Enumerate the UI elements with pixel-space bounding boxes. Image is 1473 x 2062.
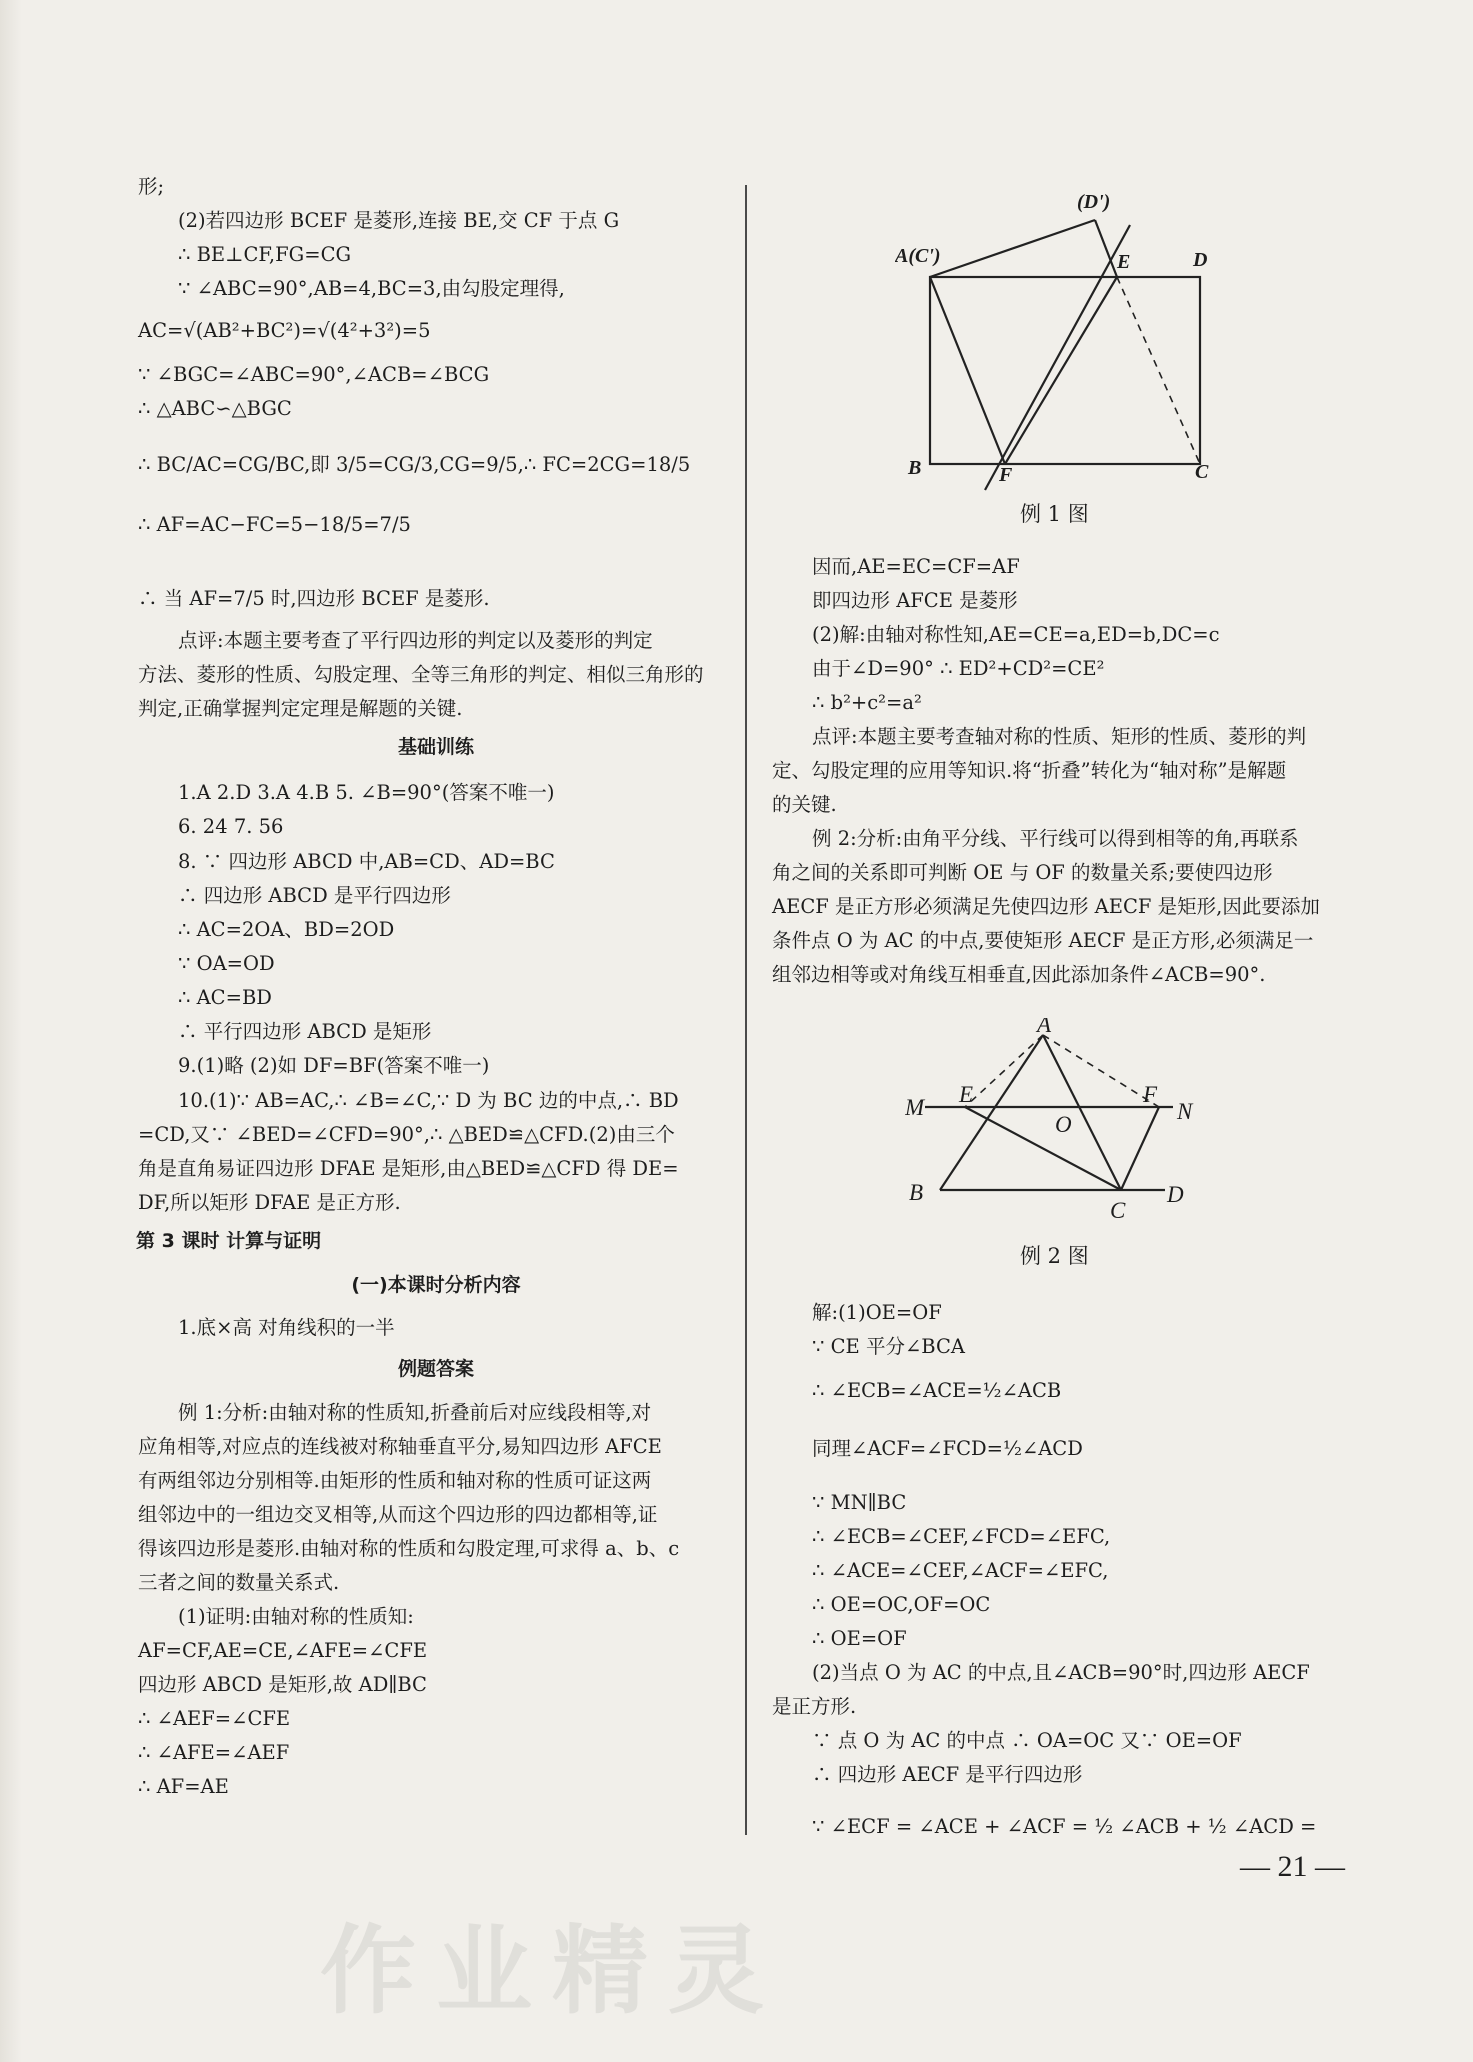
text-line: 得该四边形是菱形.由轴对称的性质和勾股定理,可求得 a、b、c [138,1537,680,1560]
text-line: 例 1:分析:由轴对称的性质知,折叠前后对应线段相等,对 [178,1401,652,1424]
answer-line: ∴ AC=2OA、BD=2OD [178,918,395,941]
text-line: 组邻边相等或对角线互相垂直,因此添加条件∠ACB=90°. [772,963,1266,986]
text-line: ∴ ∠AFE=∠AEF [138,1741,290,1764]
answer-line: 角是直角易证四边形 DFAE 是矩形,由△BED≌△CFD 得 DE= [138,1157,679,1180]
section-heading: (一)本课时分析内容 [351,1274,521,1296]
text-line: ∴ ∠AEF=∠CFE [138,1707,291,1730]
label-d: D [1167,1182,1184,1207]
figure-1-caption: 例 1 图 [1020,502,1089,526]
label-b: B [908,457,922,479]
formula-line: ∴ BC/AC=CG/BC,即 3/5=CG/3,CG=9/5,∴ FC=2CG=18/5 [138,453,691,476]
lesson-heading: 第 3 课时 计算与证明 [136,1230,322,1252]
column-divider [745,185,747,1835]
text-line: 有两组邻边分别相等.由矩形的性质和轴对称的性质可证这两 [138,1469,652,1492]
answer-line: =CD,又∵ ∠BED=∠CFD=90°,∴ △BED≌△CFD.(2)由三个 [138,1123,675,1146]
formula-line: ∴ AF=AC−FC=5−18/5=7/5 [138,513,411,536]
text-line: 条件点 O 为 AC 的中点,要使矩形 AECF 是正方形,必须满足一 [772,929,1314,952]
text-line: 判定,正确掌握判定定理是解题的关键. [138,697,463,720]
text-line: 方法、菱形的性质、勾股定理、全等三角形的判定、相似三角形的 [138,663,704,686]
answer-line: ∵ OA=OD [178,952,275,975]
label-n: N [1177,1099,1193,1124]
text-line: 角之间的关系即可判断 OE 与 OF 的数量关系;要使四边形 [772,861,1273,884]
text-line: ∴ ∠ECB=∠CEF,∠FCD=∠EFC, [812,1525,1111,1548]
text-line: ∵ 点 O 为 AC 的中点 ∴ OA=OC 又∵ OE=OF [812,1729,1242,1752]
text-line: ∵ ∠BGC=∠ABC=90°,∠ACB=∠BCG [138,363,490,386]
answer-line: ∴ AC=BD [178,986,272,1009]
text-line: ∴ b²+c²=a² [812,691,922,714]
text-line: AF=CF,AE=CE,∠AFE=∠CFE [138,1639,428,1662]
text-line: 点评:本题主要考查了平行四边形的判定以及菱形的判定 [178,629,653,652]
label-e: E [1117,251,1131,273]
text-line: 形; [138,175,165,198]
label-c: C [1110,1198,1126,1223]
formula-line: ∴ 当 AF=7/5 时,四边形 BCEF 是菱形. [138,587,490,610]
text-line: ∴ 四边形 AECF 是平行四边形 [812,1763,1083,1786]
section-heading: 基础训练 [397,736,474,758]
text-line: 因而,AE=EC=CF=AF [812,555,1020,578]
text-line: ∴ △ABC∽△BGC [138,397,292,420]
text-line: 的关键. [772,793,837,816]
label-a: A [1037,1018,1052,1037]
text-line: ∴ OE=OF [812,1627,907,1650]
label-f: F [999,464,1013,486]
label-f: F [1143,1082,1158,1107]
answer-line: 10.(1)∵ AB=AC,∴ ∠B=∠C,∵ D 为 BC 边的中点,∴ BD [178,1089,679,1112]
answer-line: 8. ∵ 四边形 ABCD 中,AB=CD、AD=BC [178,850,555,873]
text-line: 点评:本题主要考查轴对称的性质、矩形的性质、菱形的判 [812,725,1307,748]
watermark: 作业精灵 [320,1915,784,2027]
formula-line: AC=√(AB²+BC²)=√(4²+3²)=5 [138,319,431,342]
formula-line: 同理∠ACF=∠FCD=½∠ACD [812,1437,1083,1460]
text-line: ∴ BE⊥CF,FG=CG [178,243,352,266]
answer-line: ∴ 平行四边形 ABCD 是矩形 [178,1020,432,1043]
text-line: 解:(1)OE=OF [812,1301,942,1324]
text-line: 例 2:分析:由角平分线、平行线可以得到相等的角,再联系 [812,827,1299,850]
text-line: 1.底×高 对角线积的一半 [178,1316,395,1339]
text-line: (2)解:由轴对称性知,AE=CE=a,ED=b,DC=c [812,623,1220,646]
formula-line: ∵ ∠ECF = ∠ACE + ∠ACF = ½ ∠ACB + ½ ∠ACD = [812,1815,1317,1838]
answer-line: 6. 24 7. 56 [178,815,284,838]
answer-line: DF,所以矩形 DFAE 是正方形. [138,1191,401,1214]
text-line: (2)若四边形 BCEF 是菱形,连接 BE,交 CF 于点 G [178,209,620,232]
label-e: E [959,1082,974,1107]
text-line: AECF 是正方形必须满足先使四边形 AECF 是矩形,因此要添加 [772,895,1320,918]
label-o: O [1055,1112,1072,1137]
text-line: 应角相等,对应点的连线被对称轴垂直平分,易知四边形 AFCE [138,1435,662,1458]
answer-line: ∴ 四边形 ABCD 是平行四边形 [178,884,451,907]
text-line: 定、勾股定理的应用等知识.将“折叠”转化为“轴对称”是解题 [772,759,1287,782]
text-line: ∵ CE 平分∠BCA [812,1335,965,1358]
section-heading: 例题答案 [397,1358,474,1380]
text-line: 即四边形 AFCE 是菱形 [812,589,1018,612]
figure-2-caption: 例 2 图 [1020,1244,1089,1268]
formula-line: ∴ ∠ECB=∠ACE=½∠ACB [812,1379,1062,1402]
text-line: (2)当点 O 为 AC 的中点,且∠ACB=90°时,四边形 AECF [812,1661,1310,1684]
text-line: ∴ ∠ACE=∠CEF,∠ACF=∠EFC, [812,1559,1109,1582]
text-line: ∵ MN∥BC [812,1491,907,1514]
label-c: C [1195,461,1209,483]
text-line: 组邻边中的一组边交叉相等,从而这个四边形的四边都相等,证 [138,1503,658,1526]
text-line: 四边形 ABCD 是矩形,故 AD∥BC [138,1673,427,1696]
text-line: 由于∠D=90° ∴ ED²+CD²=CE² [812,657,1105,680]
page-number: — 21 — [1240,1850,1345,1883]
label-a: A(C') [895,245,941,267]
label-m: M [905,1095,925,1120]
text-line: 是正方形. [772,1695,857,1718]
text-line: ∴ AF=AE [138,1775,229,1798]
figure-example-2 [905,1018,1195,1228]
label-b: B [909,1180,924,1205]
figure-example-1 [895,180,1235,500]
text-line: ∴ OE=OC,OF=OC [812,1593,991,1616]
text-line: (1)证明:由轴对称的性质知: [178,1605,414,1628]
answer-line: 9.(1)略 (2)如 DF=BF(答案不唯一) [178,1054,490,1077]
label-d-prime: (D') [1077,191,1111,213]
text-line: 三者之间的数量关系式. [138,1571,340,1594]
label-d: D [1193,249,1208,271]
page-edge [0,0,22,2062]
text-line: ∵ ∠ABC=90°,AB=4,BC=3,由勾股定理得, [178,277,565,300]
answer-line: 1.A 2.D 3.A 4.B 5. ∠B=90°(答案不唯一) [178,781,555,804]
